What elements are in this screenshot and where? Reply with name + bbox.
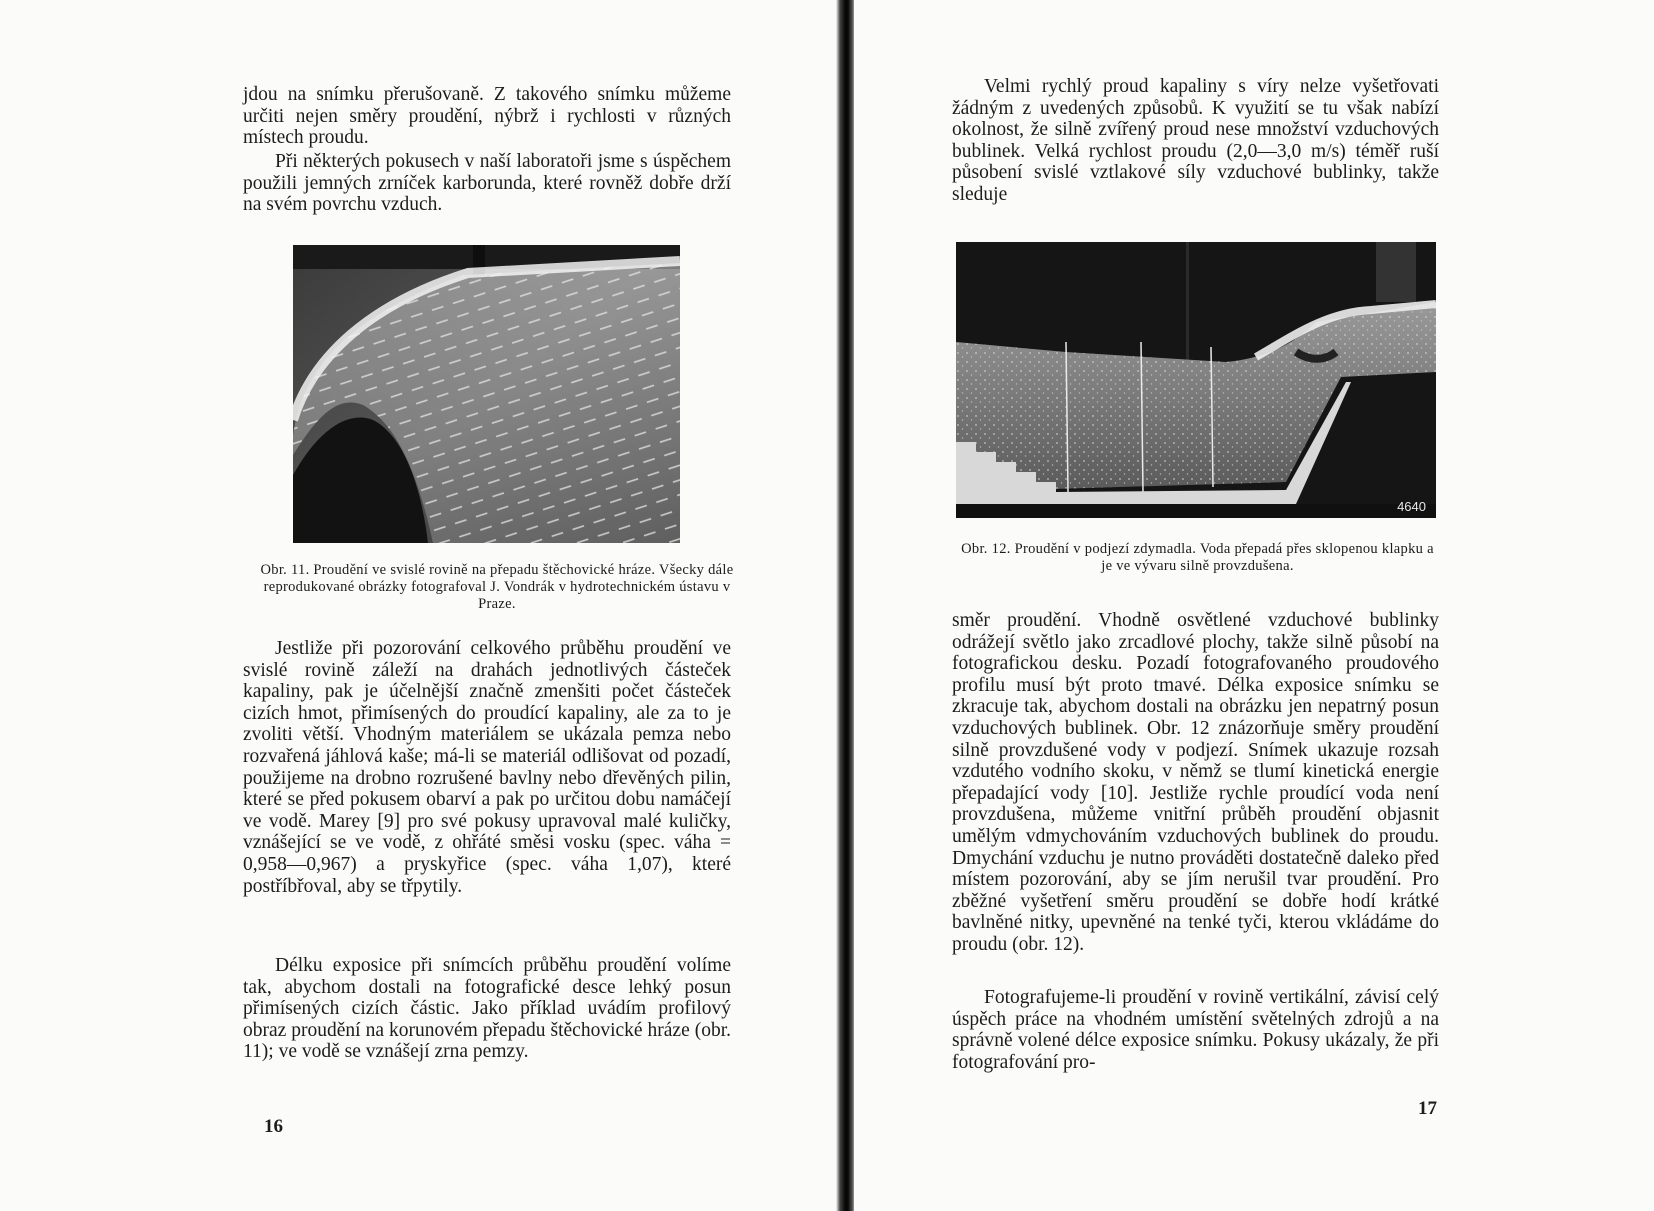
left-paragraph-1: jdou na snímku přerušovaně. Z takového snímku můžeme určiti nejen směry proudění, nýbrž i rychlosti v různých místech proudu. <box>243 84 731 149</box>
figure-11-caption: Obr. 11. Proudění ve svislé rovině na přepadu štěchovické hráze. Všecky dále reprodukované obrázky fotografoval J. Vondrák v hydrotechnickém ústavu v Praze. <box>260 562 734 612</box>
right-paragraph-1: Velmi rychlý proud kapaliny s víry nelze vyšetřovati žádným z uvedených způsobů. K využití se tu však nabízí okolnost, že silně zvířený proud nese množství vzduchových bublinek. Velká rychlost proudu (2,0—3,0 m/s) téměř ruší působení svislé vztlakové síly vzduchové bublinky, takže sleduje <box>952 76 1439 205</box>
stilling-basin-image <box>956 242 1436 518</box>
page-number-left: 16 <box>264 1116 283 1137</box>
page-number-right: 17 <box>1418 1098 1437 1119</box>
left-paragraph-2: Při některých pokusech v naší laboratoři jsme s úspěchem použili jemných zrníček karborunda, které rovněž dobře drží na svém povrchu vzduch. <box>243 151 731 216</box>
weir-flow-image <box>293 245 680 543</box>
right-paragraph-3: Fotografujeme-li proudění v rovině vertikální, závisí celý úspěch práce na vhodném umístění světelných zdrojů a na správně volené délce exposice snímku. Pokusy ukázaly, že při fotografování pro- <box>952 987 1439 1073</box>
left-paragraph-4: Délku exposice při snímcích průběhu proudění volíme tak, abychom dostali na fotografické desce lehký posun přimísených cizích částic. Jako příklad uvádím profilový obraz proudění na korunovém přepadu štěchovické hráze (obr. 11); ve vodě se vznášejí zrna pemzy. <box>243 955 731 1063</box>
figure-12-photo <box>956 242 1436 518</box>
figure-12-caption: Obr. 12. Proudění v podjezí zdymadla. Voda přepadá přes sklopenou klapku a je ve vývaru silně provzdušena. <box>961 541 1434 574</box>
book-gutter <box>836 0 856 1211</box>
figure-11-photo <box>293 245 680 543</box>
left-paragraph-3: Jestliže při pozorování celkového průběhu proudění ve svislé rovině záleží na drahách jednotlivých částeček kapaliny, pak je účelnější značně zmenšiti počet částeček cizích hmot, přimísených do proudící kapaliny, ale za to je zvoliti větší. Vhodným materiálem se ukázala pemza nebo rozvařená jáhlová kaše; má-li se materiál odlišovat od pozadí, použijeme na drobno rozrušené bavlny nebo dřevěných pilin, které se před pokusem obarví a pak po určitou dobu namáčejí ve vodě. Marey [9] pro své pokusy upravoval malé kuličky, vznášející se ve vodě, z ohřáté směsi vosku (spec. váha = 0,958—0,967) a pryskyřice (spec. váha 1,07), které postříbřoval, aby se třpytily. <box>243 638 731 897</box>
right-page <box>854 0 1654 1211</box>
figure-12-number: 4640 <box>1397 499 1426 514</box>
right-paragraph-2: směr proudění. Vhodně osvětlené vzduchové bublinky odrážejí světlo jako zrcadlové plochy, takže silně působí na fotografickou desku. Pozadí fotografovaného proudového profilu musí být proto tmavé. Délka exposice snímku se zkracuje tak, abychom dostali na obrázku jen nepatrný posun vzduchových bublinek. Obr. 12 znázorňuje směry proudění silně provzdušené vody v podjezí. Snímek ukazuje rozsah vzdutého vodního skoku, v němž se tlumí kinetická energie přepadající vody [10]. Jestliže rychle proudící voda není provzdušena, můžeme vnitřní průběh proudění objasnit umělým vdmychováním vzduchových bublinek do proudu. Dmychání vzduchu je nutno prováděti dostatečně daleko před místem pozorování, aby se jím nerušil tvar proudění. Pro zběžné vyšetření směru proudění se dobře hodí krátké bavlněné nitky, upevněné na tenké tyči, kterou vkládáme do proudu (obr. 12). <box>952 610 1439 955</box>
